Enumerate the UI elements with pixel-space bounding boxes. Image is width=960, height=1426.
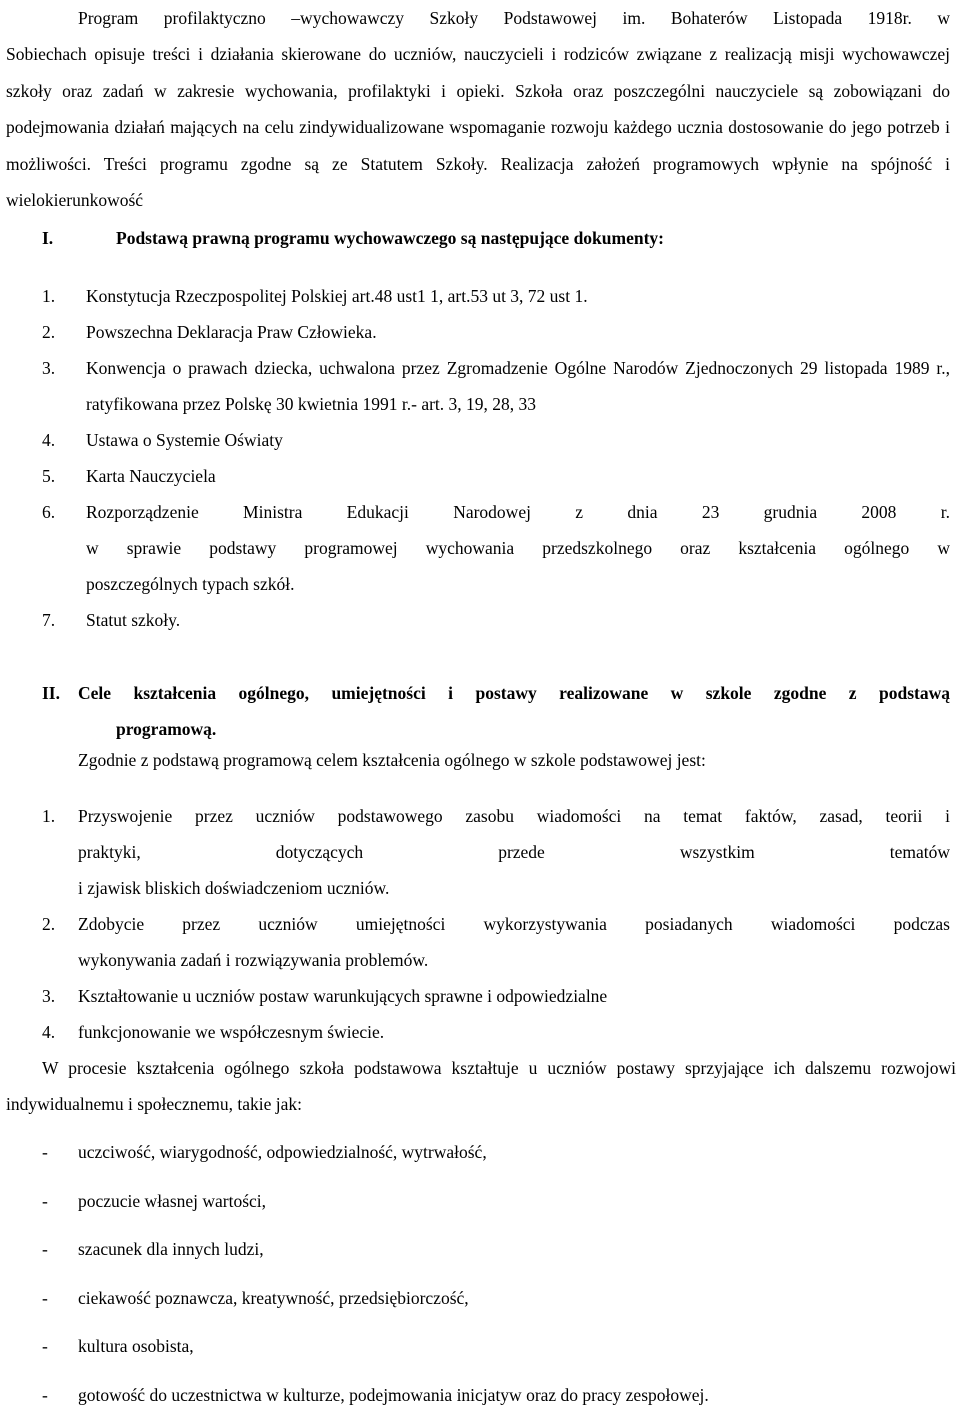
list-item [42,1377,950,1426]
list-item [42,1134,950,1183]
item-text: Konwencja o prawach dziecka, uchwalona przez Zgromadzenie Ogólne Narodów Zjednoczonych 29 listopada 1989 r., ratyfikowana przez Polskę 30 kwietnia 1991 r.- art. 3, 19, 28, 33 [86,358,950,414]
list-item [42,1183,950,1232]
item-number: 4. [42,1022,56,1042]
bullet-dash: - [42,1384,48,1405]
item-line: i zjawisk bliskich doświadczeniom uczniów. [78,878,390,898]
list-item [42,422,950,458]
list-item [42,278,950,314]
section-2-number: II. [42,683,60,703]
section-2-intro: Zgodnie z podstawą programową celem kształcenia ogólnego w szkole podstawowej jest: [78,750,706,770]
item-number: 5. [42,466,56,486]
item-number: 4. [42,430,56,450]
section-2-title [78,675,950,747]
section-1-number: I. [42,228,54,248]
list-item [42,350,950,422]
section-2-title-line: programową. [116,719,217,739]
attitudes-list [42,1134,950,1426]
item-text: Kształtowanie u uczniów postaw warunkujących sprawne i odpowiedzialne [78,986,608,1006]
item-number: 3. [42,986,56,1006]
bullet-dash: - [42,1287,48,1308]
intro-text: Sobiechach opisuje treści i działania skierowane do uczniów, nauczycieli i rodziców związane z realizacją misji wychowawczej szkoły oraz zadań w zakresie wychowania, profilaktyki i opieki. Szkoła oraz poszczególni nauczyciele są zobowiązani do podejmowania działań mających na celu zindywidualizowane wspomaganie rozwoju każdego ucznia dostosowanie do jego potrzeb i możliwości. Treści programu zgodne są ze Statutem Szkoły. Realizacja założeń programowych wpłynie na spójność i wielokierunkowość [6,44,950,211]
list-item [42,906,950,978]
list-item [42,494,950,602]
item-number: 3. [42,358,56,378]
item-text: gotowość do uczestnictwa w kulturze, podejmowania inicjatyw oraz do pracy zespołowej. [78,1384,709,1405]
list-item [42,1280,950,1329]
list-item [42,602,950,638]
item-number: 1. [42,806,56,826]
item-text: szacunek dla innych ludzi, [78,1239,264,1260]
section-2-heading [42,675,950,747]
list-item [42,798,950,906]
bullet-dash: - [42,1142,48,1162]
bullet-dash: - [42,1239,48,1260]
item-number: 2. [42,914,56,934]
goals-list [42,798,950,1050]
item-text: Ustawa o Systemie Oświaty [86,430,283,450]
intro-paragraph [6,0,950,218]
attitudes-paragraph: W procesie kształcenia ogólnego szkoła podstawowa kształtuje u uczniów postawy sprzyjające ich dalszemu rozwojowi indywidualnemu i społecznemu, takie jak: [6,1058,956,1114]
bullet-dash: - [42,1336,48,1357]
item-text [78,906,950,978]
item-line: wykonywania zadań i rozwiązywania problemów. [78,950,429,970]
list-item [42,1231,950,1280]
list-item [42,458,950,494]
item-line: praktyki, dotyczących przede wszystkim tematów [78,842,950,862]
item-text: kultura osobista, [78,1336,194,1357]
item-text: Powszechna Deklaracja Praw Człowieka. [86,322,377,342]
section-1-title: Podstawą prawną programu wychowawczego są następujące dokumenty: [116,228,665,248]
item-text: uczciwość, wiarygodność, odpowiedzialność, wytrwałość, [78,1142,487,1162]
item-text: Karta Nauczyciela [86,466,216,486]
list-item [42,1014,950,1050]
item-text: Konstytucja Rzeczpospolitej Polskiej art.48 ust1 1, art.53 ut 3, 72 ust 1. [86,286,588,306]
item-text: ciekawość poznawcza, kreatywność, przedsiębiorczość, [78,1287,469,1308]
item-text [78,798,950,906]
item-text [86,494,950,602]
item-text: funkcjonowanie we współczesnym świecie. [78,1022,385,1042]
item-number: 1. [42,286,56,306]
item-number: 7. [42,610,56,630]
item-number: 6. [42,502,56,522]
section-2-title-line: Cele kształcenia ogólnego, umiejętności i postawy realizowane w szkole zgodne z podstawą [78,683,950,703]
item-line: Przyswojenie przez uczniów podstawowego zasobu wiadomości na temat faktów, zasad, teorii i [78,806,950,826]
item-text: Statut szkoły. [86,610,181,630]
list-item [42,978,950,1014]
item-line: Rozporządzenie Ministra Edukacji Narodowej z dnia 23 grudnia 2008 r. [86,502,950,522]
intro-first-line: Program profilaktyczno –wychowawczy Szkoły Podstawowej im. Bohaterów Listopada 1918r. w [78,8,950,28]
item-line: poszczególnych typach szkół. [86,574,295,594]
item-text: poczucie własnej wartości, [78,1190,267,1211]
section-1-heading [42,224,942,252]
list-item [42,314,950,350]
bullet-dash: - [42,1190,48,1211]
item-line: Zdobycie przez uczniów umiejętności wykorzystywania posiadanych wiadomości podczas [78,914,950,934]
legal-documents-list [42,278,950,638]
item-number: 2. [42,322,56,342]
item-line: w sprawie podstawy programowej wychowania przedszkolnego oraz kształcenia ogólnego w [86,538,950,558]
list-item [42,1328,950,1377]
